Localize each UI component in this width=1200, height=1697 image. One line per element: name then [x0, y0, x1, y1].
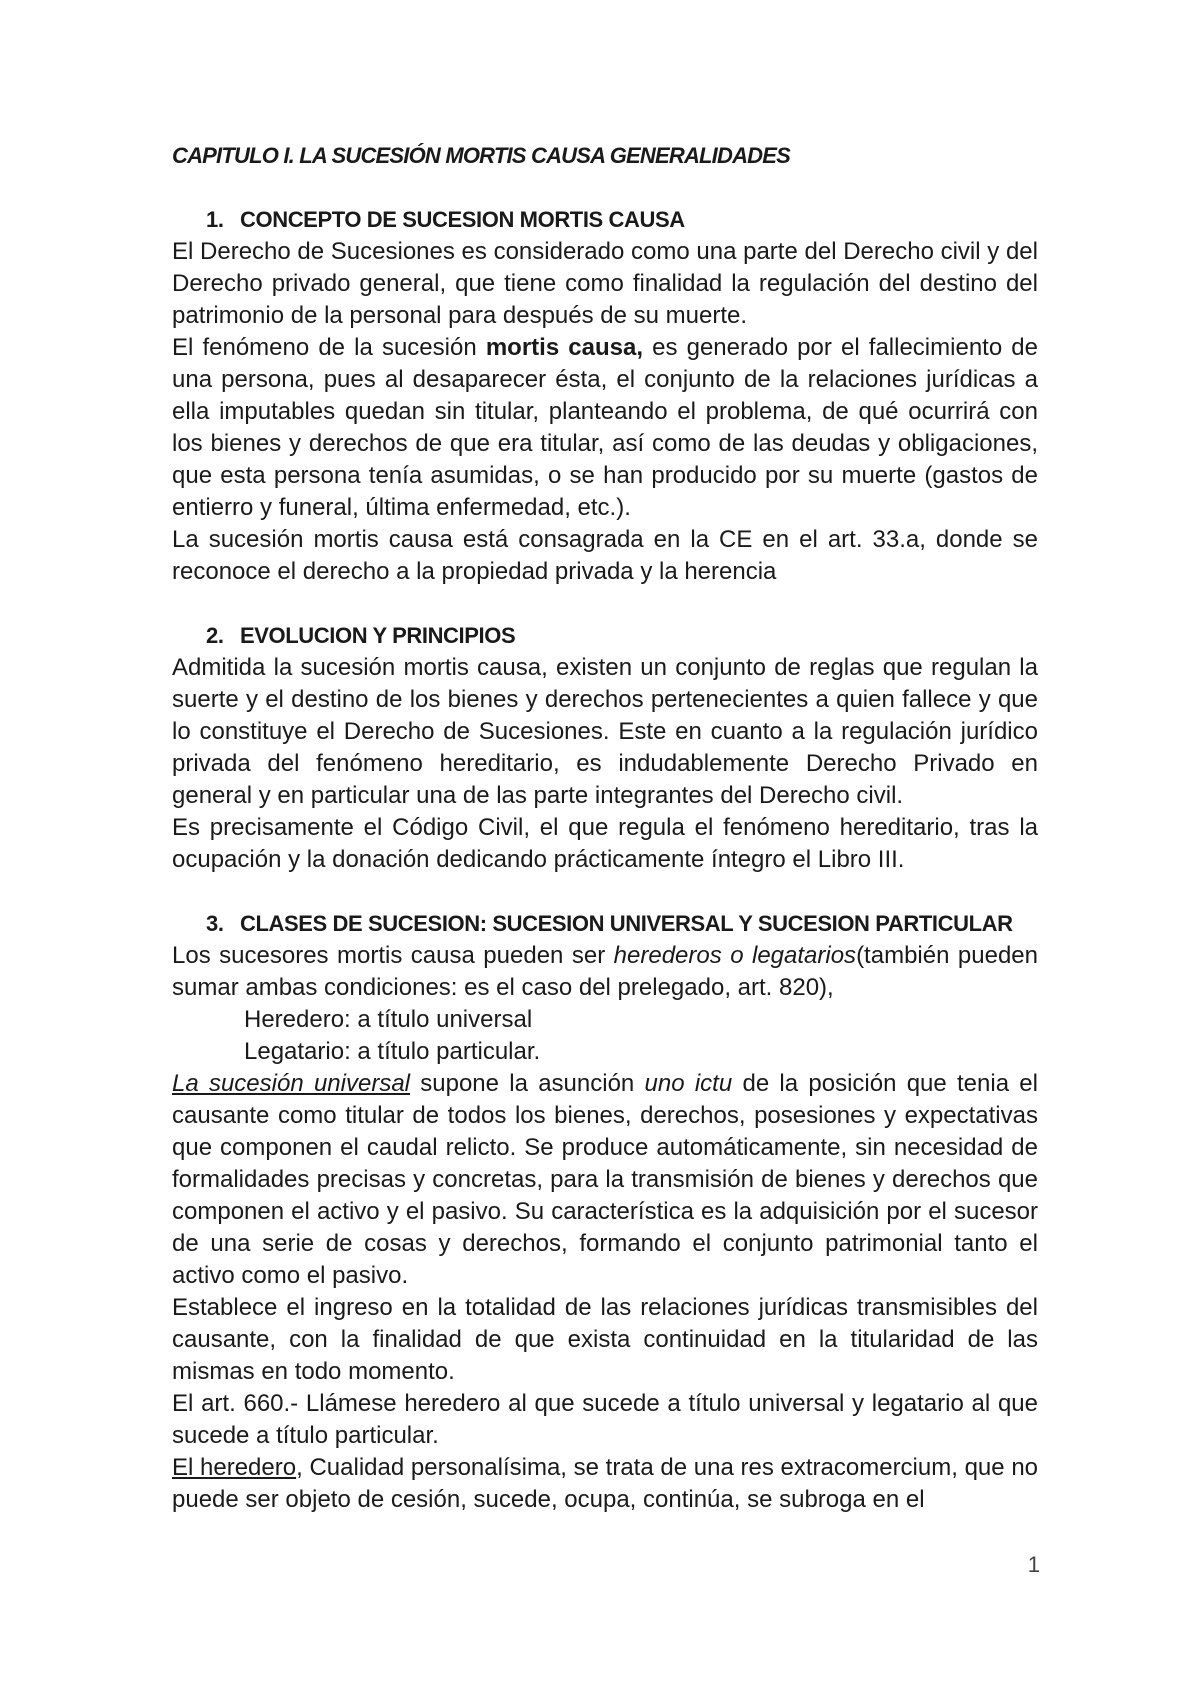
section-1-paragraph-1: El Derecho de Sucesiones es considerado como una parte del Derecho civil y del Derecho privado general, que tiene como finalidad la regulación del destino del patrimonio de la personal para después de su muerte.	[172, 238, 1038, 329]
section-1-paragraph-3: La sucesión mortis causa está consagrada en la CE en el art. 33.a, donde se reconoce el derecho a la propiedad privada y la herencia	[172, 526, 1038, 585]
text-run: (también pueden sumar ambas condiciones: es el caso del prelegado, art. 820),	[172, 942, 1038, 1001]
italic-term-uno-ictu: uno ictu	[644, 1070, 733, 1097]
section-3-number: 3.	[206, 911, 224, 936]
text-run: Los sucesores mortis causa pueden ser	[172, 942, 614, 969]
section-3-paragraph-4: El art. 660.- Llámese heredero al que sucede a título universal y legatario al que sucede a título particular.	[172, 1390, 1038, 1449]
chapter-title: CAPITULO I. LA SUCESIÓN MORTIS CAUSA GENERALIDADES	[172, 143, 791, 168]
italic-term-herederos: herederos o legatarios	[613, 942, 857, 969]
section-1-paragraph-2	[172, 332, 1038, 524]
text-run: de la posición que tenia el causante como titular de todos los bienes, derechos, posesiones y expectativas que componen el caudal relicto. Se produce automáticamente, sin necesidad de formalidades precisas y concretas, para la transmisión de bienes y derechos que componen el activo y el pasivo. Su característica es la adquisición por el sucesor de una serie de cosas y derechos, formando el conjunto patrimonial tanto el activo como el pasivo.	[172, 1070, 1038, 1289]
heredero-line: Heredero: a título universal	[244, 1006, 533, 1033]
text-run: , Cualidad personalísima, se trata de una res extracomercium, que no puede ser objeto de cesión, sucede, ocupa, continúa, se subroga en el	[172, 1454, 1039, 1513]
section-1-heading	[172, 204, 1038, 236]
section-3-paragraph-3: Establece el ingreso en la totalidad de las relaciones jurídicas transmisibles del causante, con la finalidad de que exista continuidad en la titularidad de las mismas en todo momento.	[172, 1294, 1038, 1385]
text-run: supone la asunción	[410, 1070, 645, 1097]
section-3-heading	[172, 908, 1038, 940]
underlined-term-sucesion-universal: La sucesión universal	[172, 1070, 410, 1097]
section-1-title: CONCEPTO DE SUCESION MORTIS CAUSA	[240, 207, 685, 232]
section-2-title: EVOLUCION Y PRINCIPIOS	[240, 623, 516, 648]
text-run: es generado por el fallecimiento de una persona, pues al desaparecer ésta, el conjunto de la relaciones jurídicas a ella imputables quedan sin titular, planteando el problema, de qué ocurrirá con los bienes y derechos de que era titular, así como de las deudas y obligaciones, que esta persona tenía asumidas, o se han producido por su muerte (gastos de entierro y funeral, última enfermedad, etc.).	[172, 334, 1038, 521]
page-number: 1	[1027, 1552, 1040, 1577]
spacer	[172, 876, 1038, 908]
section-3-paragraph-1	[172, 940, 1038, 1004]
spacer	[172, 588, 1038, 620]
document-page	[172, 140, 1038, 1516]
section-2-paragraph-1: Admitida la sucesión mortis causa, existen un conjunto de reglas que regulan la suerte y el destino de los bienes y derechos pertenecientes a quien fallece y que lo constituye el Derecho de Sucesiones. Este en cuanto a la regulación jurídico privada del fenómeno hereditario, es indudablemente Derecho Privado en general y en particular una de las parte integrantes del Derecho civil.	[172, 654, 1038, 809]
section-3-paragraph-2	[172, 1068, 1038, 1292]
text-run: El fenómeno de la sucesión	[172, 334, 486, 361]
underlined-term-heredero: El heredero	[172, 1454, 297, 1481]
section-1-number: 1.	[206, 207, 224, 232]
legatario-line: Legatario: a título particular.	[244, 1038, 541, 1065]
section-3-title: CLASES DE SUCESION: SUCESION UNIVERSAL Y SUCESION PARTICULAR	[240, 911, 1013, 936]
bold-term-mortis-causa: mortis causa,	[485, 334, 644, 361]
section-2-heading	[172, 620, 1038, 652]
section-2-paragraph-2: Es precisamente el Código Civil, el que regula el fenómeno hereditario, tras la ocupación y la donación dedicando prácticamente íntegro el Libro III.	[172, 814, 1038, 873]
section-2-number: 2.	[206, 623, 224, 648]
section-3-paragraph-5	[172, 1452, 1038, 1516]
